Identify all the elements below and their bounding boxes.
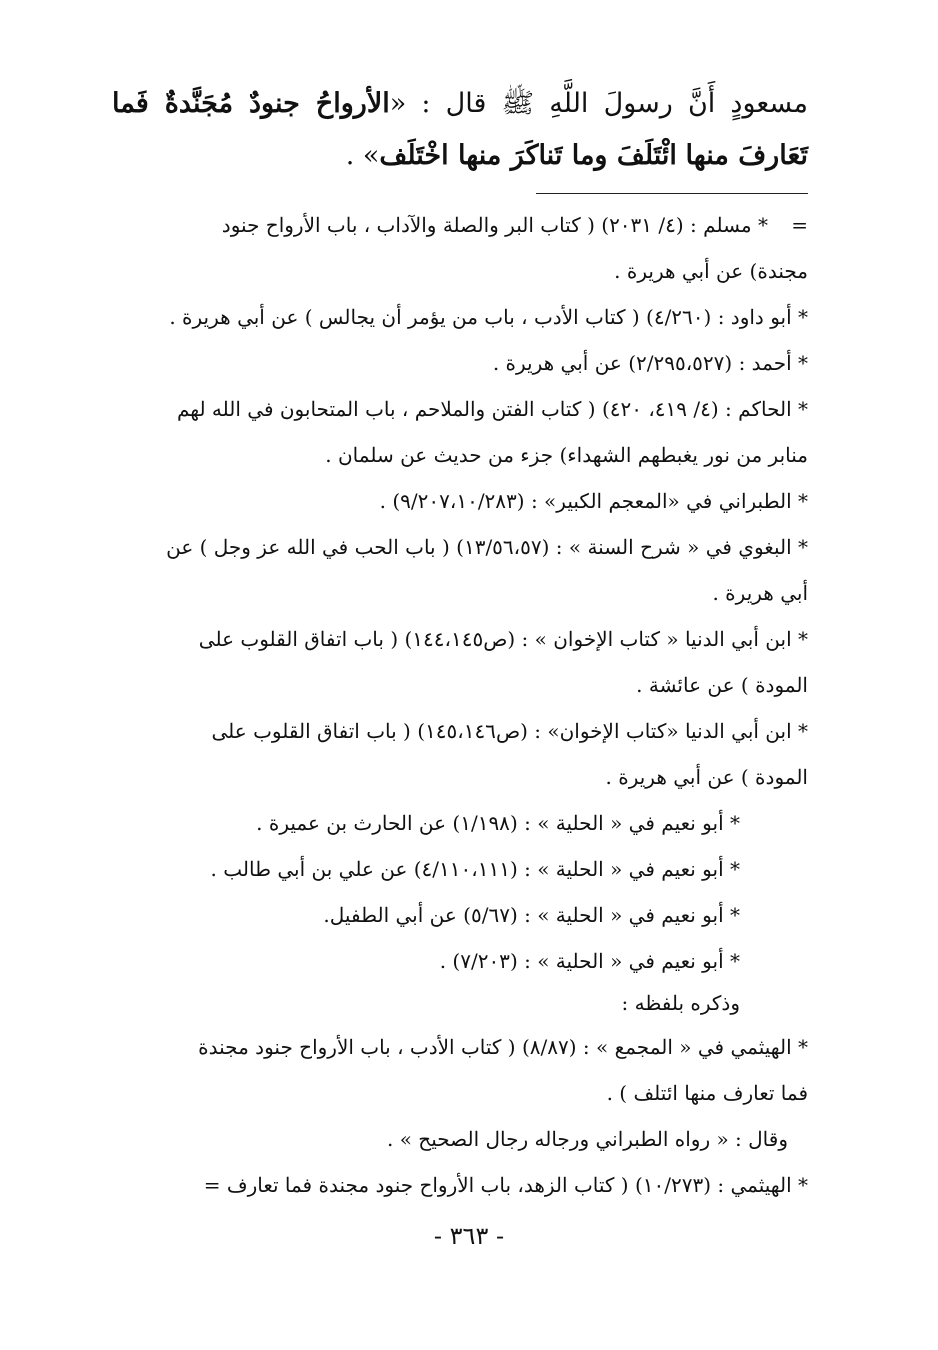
footnote-line: * الحاكم : (٤/ ٤١٩، ٤٢٠) ( كتاب الفتن والملاحم ، باب المتحابون في الله لهم xyxy=(176,397,808,421)
footnote-line: منابر من نور يغبطهم الشهداء) جزء من حديث عن سلمان . xyxy=(325,443,808,467)
footnote-line: * البغوي في « شرح السنة » : (١٣/٥٦،٥٧) ( باب الحب في الله عز وجل ) عن xyxy=(166,535,808,559)
footnote-line: * ابن أبي الدنيا « كتاب الإخوان » : (ص١٤٤،١٤٥) ( باب اتفاق القلوب على xyxy=(198,627,808,651)
footnote-line: * الهيثمي في « المجمع » : (٨/٨٧) ( كتاب الأدب ، باب الأرواح جنود مجندة xyxy=(198,1035,808,1059)
footnote-line: * أبو نعيم في « الحلية » : (٤/١١٠،١١١) عن علي بن أبي طالب . xyxy=(210,857,740,881)
footnote-line: * الطبراني في «المعجم الكبير» : (٩/٢٠٧،١٠/٢٨٣) . xyxy=(379,489,808,513)
footnote-line: * أبو نعيم في « الحلية » : (٧/٢٠٣) . xyxy=(439,949,740,973)
hadith-text-part2: ائْتَلَفَ وما تَناكَرَ منها اخْتَلَف xyxy=(379,140,677,171)
footnote-text: * مسلم : (٤/ ٢٠٣١) ( كتاب البر والصلة والآداب ، باب الأرواح جنود xyxy=(221,213,768,237)
footnote-line: * أبو نعيم في « الحلية » : (٥/٦٧) عن أبي الطفيل. xyxy=(323,903,740,927)
footnote-line: * أحمد : (٢/٢٩٥،٥٢٧) عن أبي هريرة . xyxy=(492,351,808,375)
footnote-line: المودة ) عن أبي هريرة . xyxy=(605,765,808,789)
footnote-line: فما تعارف منها ائتلف ) . xyxy=(606,1081,808,1105)
main-hadith-text xyxy=(112,78,808,182)
footnote-line: * الهيثمي : (١٠/٢٧٣) ( كتاب الزهد، باب الأرواح جنود مجندة فما تعارف = xyxy=(203,1173,808,1197)
footnote-line xyxy=(112,208,808,242)
continuation-mark: = xyxy=(791,213,808,237)
hadith-lead: مسعودٍ أَنَّ رسولَ اللَّهِ ﷺ قال : « xyxy=(389,88,808,119)
page-number: - ٣٦٣ - xyxy=(433,1222,505,1250)
hadith-close: » . xyxy=(345,140,380,171)
footnote-line: مجندة) عن أبي هريرة . xyxy=(614,259,808,283)
footnote-line: وذكره بلفظه : xyxy=(621,991,740,1015)
footnote-separator xyxy=(536,193,808,194)
footnote-line: * أبو نعيم في « الحلية » : (١/١٩٨) عن الحارث بن عميرة . xyxy=(256,811,740,835)
footnote-line: * أبو داود : (٤/٢٦٠) ( كتاب الأدب ، باب من يؤمر أن يجالس ) عن أبي هريرة . xyxy=(169,305,808,329)
footnote-line: أبي هريرة . xyxy=(712,581,808,605)
footnote-line: وقال : « رواه الطبراني ورجاله رجال الصحيح » . xyxy=(387,1127,788,1151)
footnote-line: * ابن أبي الدنيا «كتاب الإخوان» : (ص١٤٥،١٤٦) ( باب اتفاق القلوب على xyxy=(211,719,808,743)
footnote-line: المودة ) عن عائشة . xyxy=(636,673,808,697)
hadith-text-part1: الأرواحُ جنودٌ مُجَنَّدةٌ فَما تَعَارفَ منها xyxy=(112,88,808,171)
